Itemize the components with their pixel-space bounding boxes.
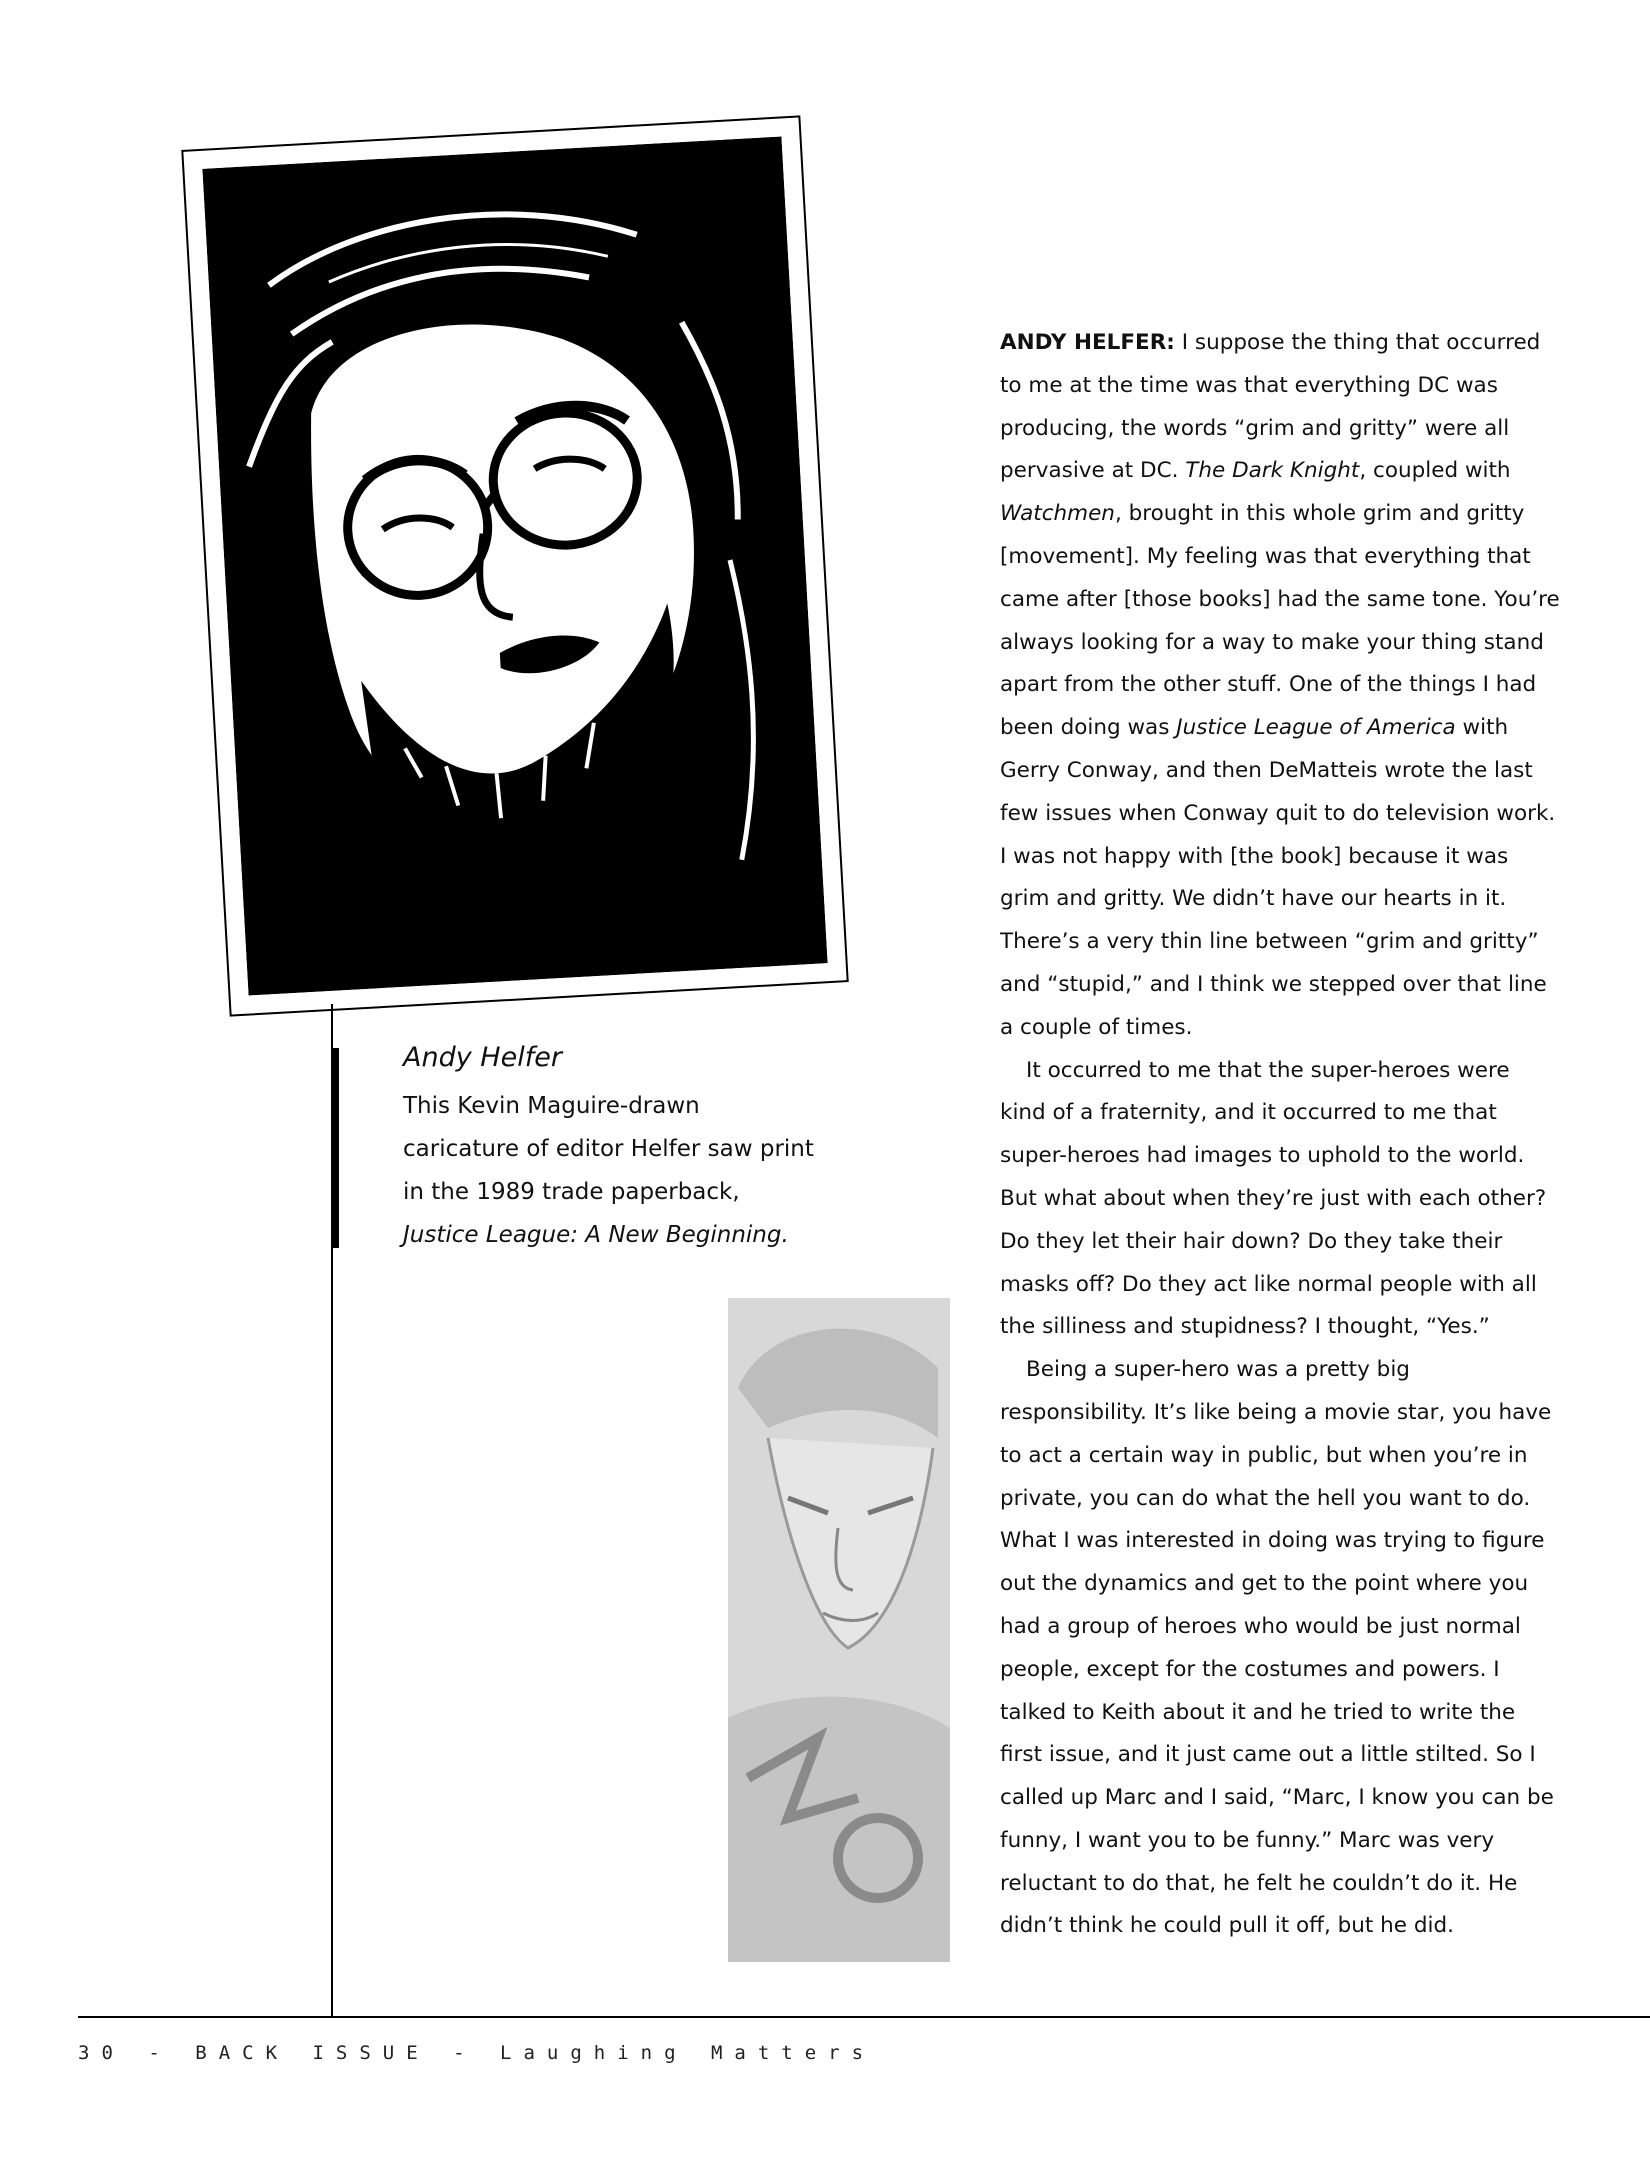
ghosted-hero-drawing xyxy=(728,1298,950,1962)
article-paragraph: Being a super-hero was a pretty big responsibility. It’s like being a movie star, you have to act a certain way in public, but when you’re in private, you can do what the hell you want to do. What I was interested in doing was trying to figure out the dynamics and get to the point where you had a group of heroes who would be just normal people, except for the costumes and powers. I talked to Keith about it and he tried to write the first issue, and it just came out a little stilted. So I called up Marc and I said, “Marc, I know you can be funny, I want you to be funny.” Marc was very reluctant to do that, he felt he couldn’t do it. He didn’t think he could pull it off, but he did. xyxy=(1000,1357,1554,1939)
caption-line: in the 1989 trade paperback, xyxy=(403,1179,740,1206)
book-title: Justice League of America xyxy=(1176,715,1456,741)
paragraph-text: , coupled with xyxy=(1359,458,1511,484)
article-body xyxy=(1000,322,1560,1948)
section-name: Laughing Matters xyxy=(500,2042,876,2064)
footer-separator: - xyxy=(453,2042,477,2064)
paragraph-text: I suppose the thing that occurred to me at the time was that everything DC was producing, the words “grim and gritty” were all pervasive at DC. xyxy=(1000,330,1541,484)
book-title: The Dark Knight xyxy=(1185,458,1360,484)
caption-line: caricature of editor Helfer saw print xyxy=(403,1136,814,1163)
photo-caption xyxy=(403,1040,823,1257)
footer-separator: - xyxy=(148,2042,172,2064)
paragraph-text: , brought in this whole grim and gritty [movement]. My feeling was that everything that came after [those books] had the same tone. You’re always looking for a way to make your thing stand apart from the other stuff. One of the things I had been doing was xyxy=(1000,501,1560,741)
caption-line: This Kevin Maguire-drawn xyxy=(403,1093,700,1120)
ghosted-comic-panel xyxy=(728,1298,950,1962)
caption-body xyxy=(403,1085,823,1257)
caricature-drawing xyxy=(202,136,827,995)
article-paragraph xyxy=(1000,322,1560,1050)
magazine-name: BACK ISSUE xyxy=(195,2042,430,2064)
caption-book-title: Justice League: A New Beginning. xyxy=(403,1222,789,1249)
page-number: 30 xyxy=(78,2042,125,2064)
page-footer xyxy=(78,2042,875,2064)
caption-accent-bar xyxy=(331,1048,339,1248)
paragraph-text: with Gerry Conway, and then DeMatteis wrote the last few issues when Conway quit to do television work. I was not happy with [the book] because it was grim and gritty. We didn’t have our hearts in it. There’s a very thin line between “grim and gritty” and “stupid,” and I think we stepped over that line a couple of times. xyxy=(1000,715,1556,1040)
book-title: Watchmen xyxy=(1000,501,1115,527)
article-paragraph: It occurred to me that the super-heroes were kind of a fraternity, and it occurred to me that super-heroes had images to uphold to the world. But what about when they’re just with each other? Do they let their hair down? Do they take their masks off? Do they act like normal people with all the silliness and stupidness? I thought, “Yes.” xyxy=(1000,1057,1547,1340)
speaker-name: ANDY HELFER: xyxy=(1000,330,1175,355)
caption-title: Andy Helfer xyxy=(403,1042,562,1073)
caricature-illustration xyxy=(181,115,848,1016)
footer-rule xyxy=(78,2016,1650,2018)
